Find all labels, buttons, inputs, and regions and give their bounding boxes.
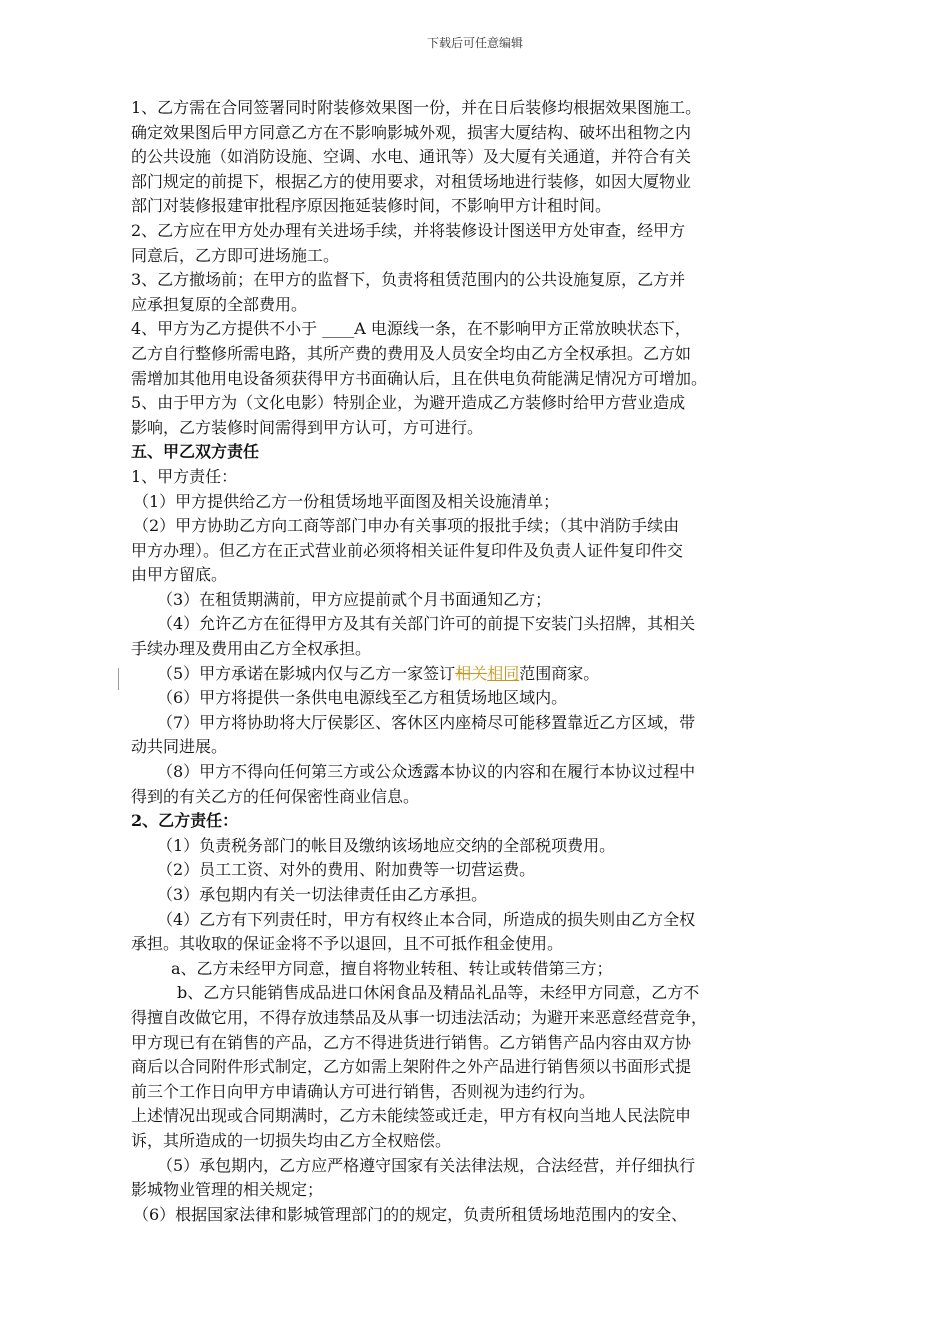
paragraph-line: 影城物业管理的相关规定； — [131, 1180, 324, 1200]
paragraph-line: 得擅自改做它用，不得存放违禁品及从事一切违法活动；为避开来恶意经营竞争， — [131, 1007, 708, 1027]
paragraph-line: a、乙方未经甲方同意，擅自将物业转租、转让或转借第三方； — [171, 958, 613, 978]
paragraph-line: 影响，乙方装修时间需得到甲方认可，方可进行。 — [131, 417, 484, 437]
paragraph-line: （4）乙方有下列责任时，甲方有权终止本合同，所造成的损失则由乙方全权 — [157, 909, 696, 929]
paragraph-line: 4、甲方为乙方提供不小于 ____A 电源线一条，在不影响甲方正常放映状态下， — [131, 319, 691, 339]
tracked-insertion: 相同 — [487, 663, 520, 683]
line-text: 范围商家。 — [519, 663, 600, 683]
paragraph-line: （3）在租赁期满前，甲方应提前贰个月书面通知乙方； — [157, 589, 552, 609]
paragraph-line: 部门规定的前提下，根据乙方的使用要求，对租赁场地进行装修，如因大厦物业 — [131, 171, 692, 191]
page-header: 下载后可任意编辑 — [426, 36, 523, 50]
paragraph-line: 1、乙方需在合同签署同时附装修效果图一份，并在日后装修均根据效果图施工。 — [131, 98, 702, 117]
paragraph-line: 5、由于甲方为（文化电影）特别企业，为避开造成乙方装修时给甲方营业造成 — [131, 393, 686, 413]
line-text: （5）甲方承诺在影城内仅与乙方一家签订 — [157, 663, 456, 683]
paragraph-line: 上述情况出现或合同期满时，乙方未能续签或迁走，甲方有权向当地人民法院申 — [131, 1106, 692, 1126]
paragraph-line: （1）甲方提供给乙方一份租赁场地平面图及相关设施清单； — [133, 491, 560, 511]
paragraph-line: 动共同进展。 — [131, 737, 228, 757]
paragraph-line: 手续办理及费用由乙方全权承担。 — [131, 639, 372, 659]
paragraph-line: （4）允许乙方在征得甲方及其有关部门许可的前提下安装门头招牌，其相关 — [157, 614, 696, 634]
paragraph-line: （2）甲方协助乙方向工商等部门申办有关事项的报批手续；（其中消防手续由 — [133, 516, 680, 536]
paragraph-line: 由甲方留底。 — [131, 565, 228, 585]
paragraph-line: 3、乙方撤场前；在甲方的监督下，负责将租赁范围内的公共设施复原，乙方并 — [131, 270, 686, 290]
paragraph-line: b、乙方只能销售成品进口休闲食品及精品礼品等，未经甲方同意，乙方不 — [177, 983, 700, 1003]
paragraph-line: （3）承包期内有关一切法律责任由乙方承担。 — [157, 885, 488, 904]
revision-bar — [118, 668, 119, 690]
paragraph-line: （1）负责税务部门的帐目及缴纳该场地应交纳的全部税项费用。 — [157, 835, 616, 855]
paragraph-line: 乙方自行整修所需电路，其所产费的费用及人员安全均由乙方全权承担。乙方如 — [131, 343, 692, 363]
section-heading: 2、乙方责任： — [131, 811, 239, 831]
paragraph-line: （7）甲方将协助将大厅侯影区、客休区内座椅尽可能移置靠近乙方区域，带 — [157, 712, 696, 732]
tracked-deletion: 相关 — [455, 663, 488, 683]
paragraph-line: 需增加其他用电设备须获得甲方书面确认后，且在供电负荷能满足情况方可增加。 — [131, 368, 708, 388]
paragraph-line: 2、乙方应在甲方处办理有关进场手续，并将装修设计图送甲方处审查，经甲方 — [131, 220, 686, 240]
paragraph-line: 得到的有关乙方的任何保密性商业信息。 — [131, 786, 420, 806]
paragraph-line: 前三个工作日向甲方申请确认方可进行销售，否则视为违约行为。 — [131, 1081, 596, 1101]
paragraph-line: （5）承包期内，乙方应严格遵守国家有关法律法规，合法经营，并仔细执行 — [157, 1155, 696, 1175]
paragraph-line: （6）甲方将提供一条供电电源线至乙方租赁场地区域内。 — [157, 688, 568, 708]
paragraph-line: 商后以合同附件形式制定，乙方如需上架附件之外产品进行销售须以书面形式提 — [131, 1057, 692, 1077]
document-body — [131, 96, 821, 1227]
paragraph-line: 的公共设施（如消防设施、空调、水电、通讯等）及大厦有关通道，并符合有关 — [131, 147, 692, 167]
paragraph-line: （8）甲方不得向任何第三方或公众透露本协议的内容和在履行本协议过程中 — [157, 762, 696, 782]
paragraph-line — [131, 662, 821, 687]
paragraph-line: 确定效果图后甲方同意乙方在不影响影城外观，损害大厦结构、破坏出租物之内 — [131, 122, 692, 142]
paragraph-line: 诉，其所造成的一切损失均由乙方全权赔偿。 — [131, 1130, 452, 1150]
paragraph-line: 1、甲方责任： — [131, 466, 238, 486]
paragraph-line: 应承担复原的全部费用。 — [131, 294, 308, 314]
paragraph-line: 承担。其收取的保证金将不予以退回，且不可抵作租金使用。 — [131, 934, 564, 954]
paragraph-line: 甲方现已有在销售的产品，乙方不得进货进行销售。乙方销售产品内容由双方协 — [131, 1032, 692, 1052]
paragraph-line: （2）员工工资、对外的费用、附加费等一切营运费。 — [157, 860, 536, 880]
paragraph-line: 部门对装修报建审批程序原因拖延装修时间，不影响甲方计租时间。 — [131, 196, 612, 216]
paragraph-line: 甲方办理）。但乙方在正式营业前必须将相关证件复印件及负责人证件复印件交 — [131, 540, 684, 560]
section-heading: 五、甲乙双方责任 — [131, 442, 260, 462]
paragraph-line: 同意后，乙方即可进场施工。 — [131, 245, 340, 265]
paragraph-line: （6）根据国家法律和影城管理部门的的规定，负责所租赁场地范围内的安全、 — [133, 1204, 688, 1224]
